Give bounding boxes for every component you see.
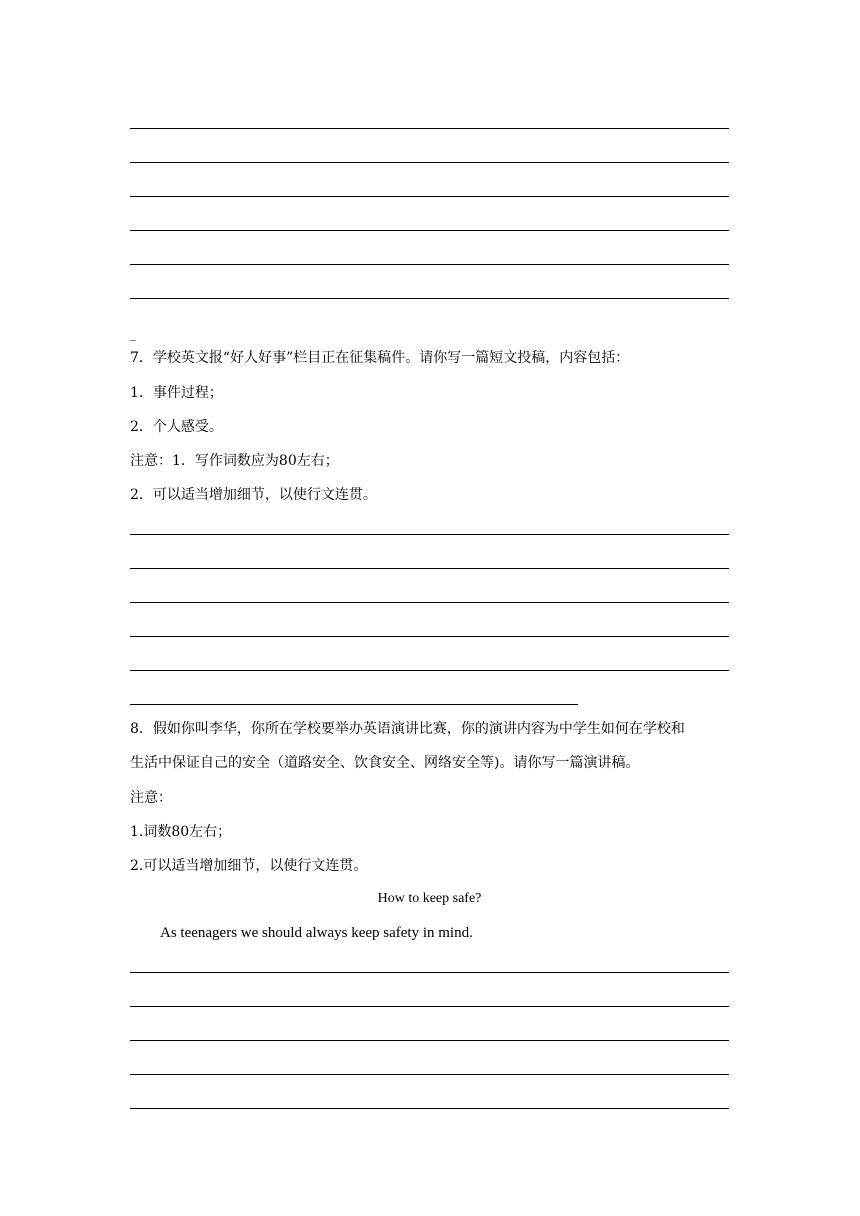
q7-note-2: 2．可以适当增加细节，以使行文连贯。: [130, 487, 377, 503]
q8-prompt-line-2: 生活中保证自己的安全（道路安全、饮食安全、网络安全等)。请你写一篇演讲稿。: [130, 755, 640, 771]
answer-line: [130, 568, 729, 569]
answer-line: [130, 298, 729, 299]
answer-line: [130, 162, 729, 163]
answer-line: [130, 1108, 729, 1109]
answer-line: [130, 1006, 729, 1007]
answer-line: [130, 264, 729, 265]
speech-opening: As teenagers we should always keep safety in mind.: [160, 925, 473, 941]
answer-line-short: [130, 704, 578, 705]
answer-line: [130, 972, 729, 973]
answer-line: [130, 670, 729, 671]
q8-prompt-line-1: 8．假如你叫李华，你所在学校要举办英语演讲比赛，你的演讲内容为中学生如何在学校和: [130, 721, 685, 737]
q8-note-1: 1.词数80左右；: [130, 824, 232, 840]
q8-note-2: 2.可以适当增加细节，以使行文连贯。: [130, 858, 368, 874]
q8-note-label: 注意：: [130, 790, 172, 806]
answer-line: [130, 128, 729, 129]
q7-prompt: 7．学校英文报“好人好事”栏目正在征集稿件。请你写一篇短文投稿，内容包括：: [130, 350, 630, 366]
answer-line: [130, 1074, 729, 1075]
q7-point-1: 1．事件过程；: [130, 385, 223, 401]
q7-note-1: 注意：1．写作词数应为80左右；: [130, 453, 339, 469]
answer-line: [130, 230, 729, 231]
answer-line: [130, 602, 729, 603]
speech-title: How to keep safe?: [377, 891, 482, 906]
answer-line: [130, 534, 729, 535]
answer-line: [130, 636, 729, 637]
answer-line: [130, 1040, 729, 1041]
q7-point-2: 2．个人感受。: [130, 419, 223, 435]
answer-line: [130, 196, 729, 197]
blank-mark: _: [130, 327, 136, 341]
